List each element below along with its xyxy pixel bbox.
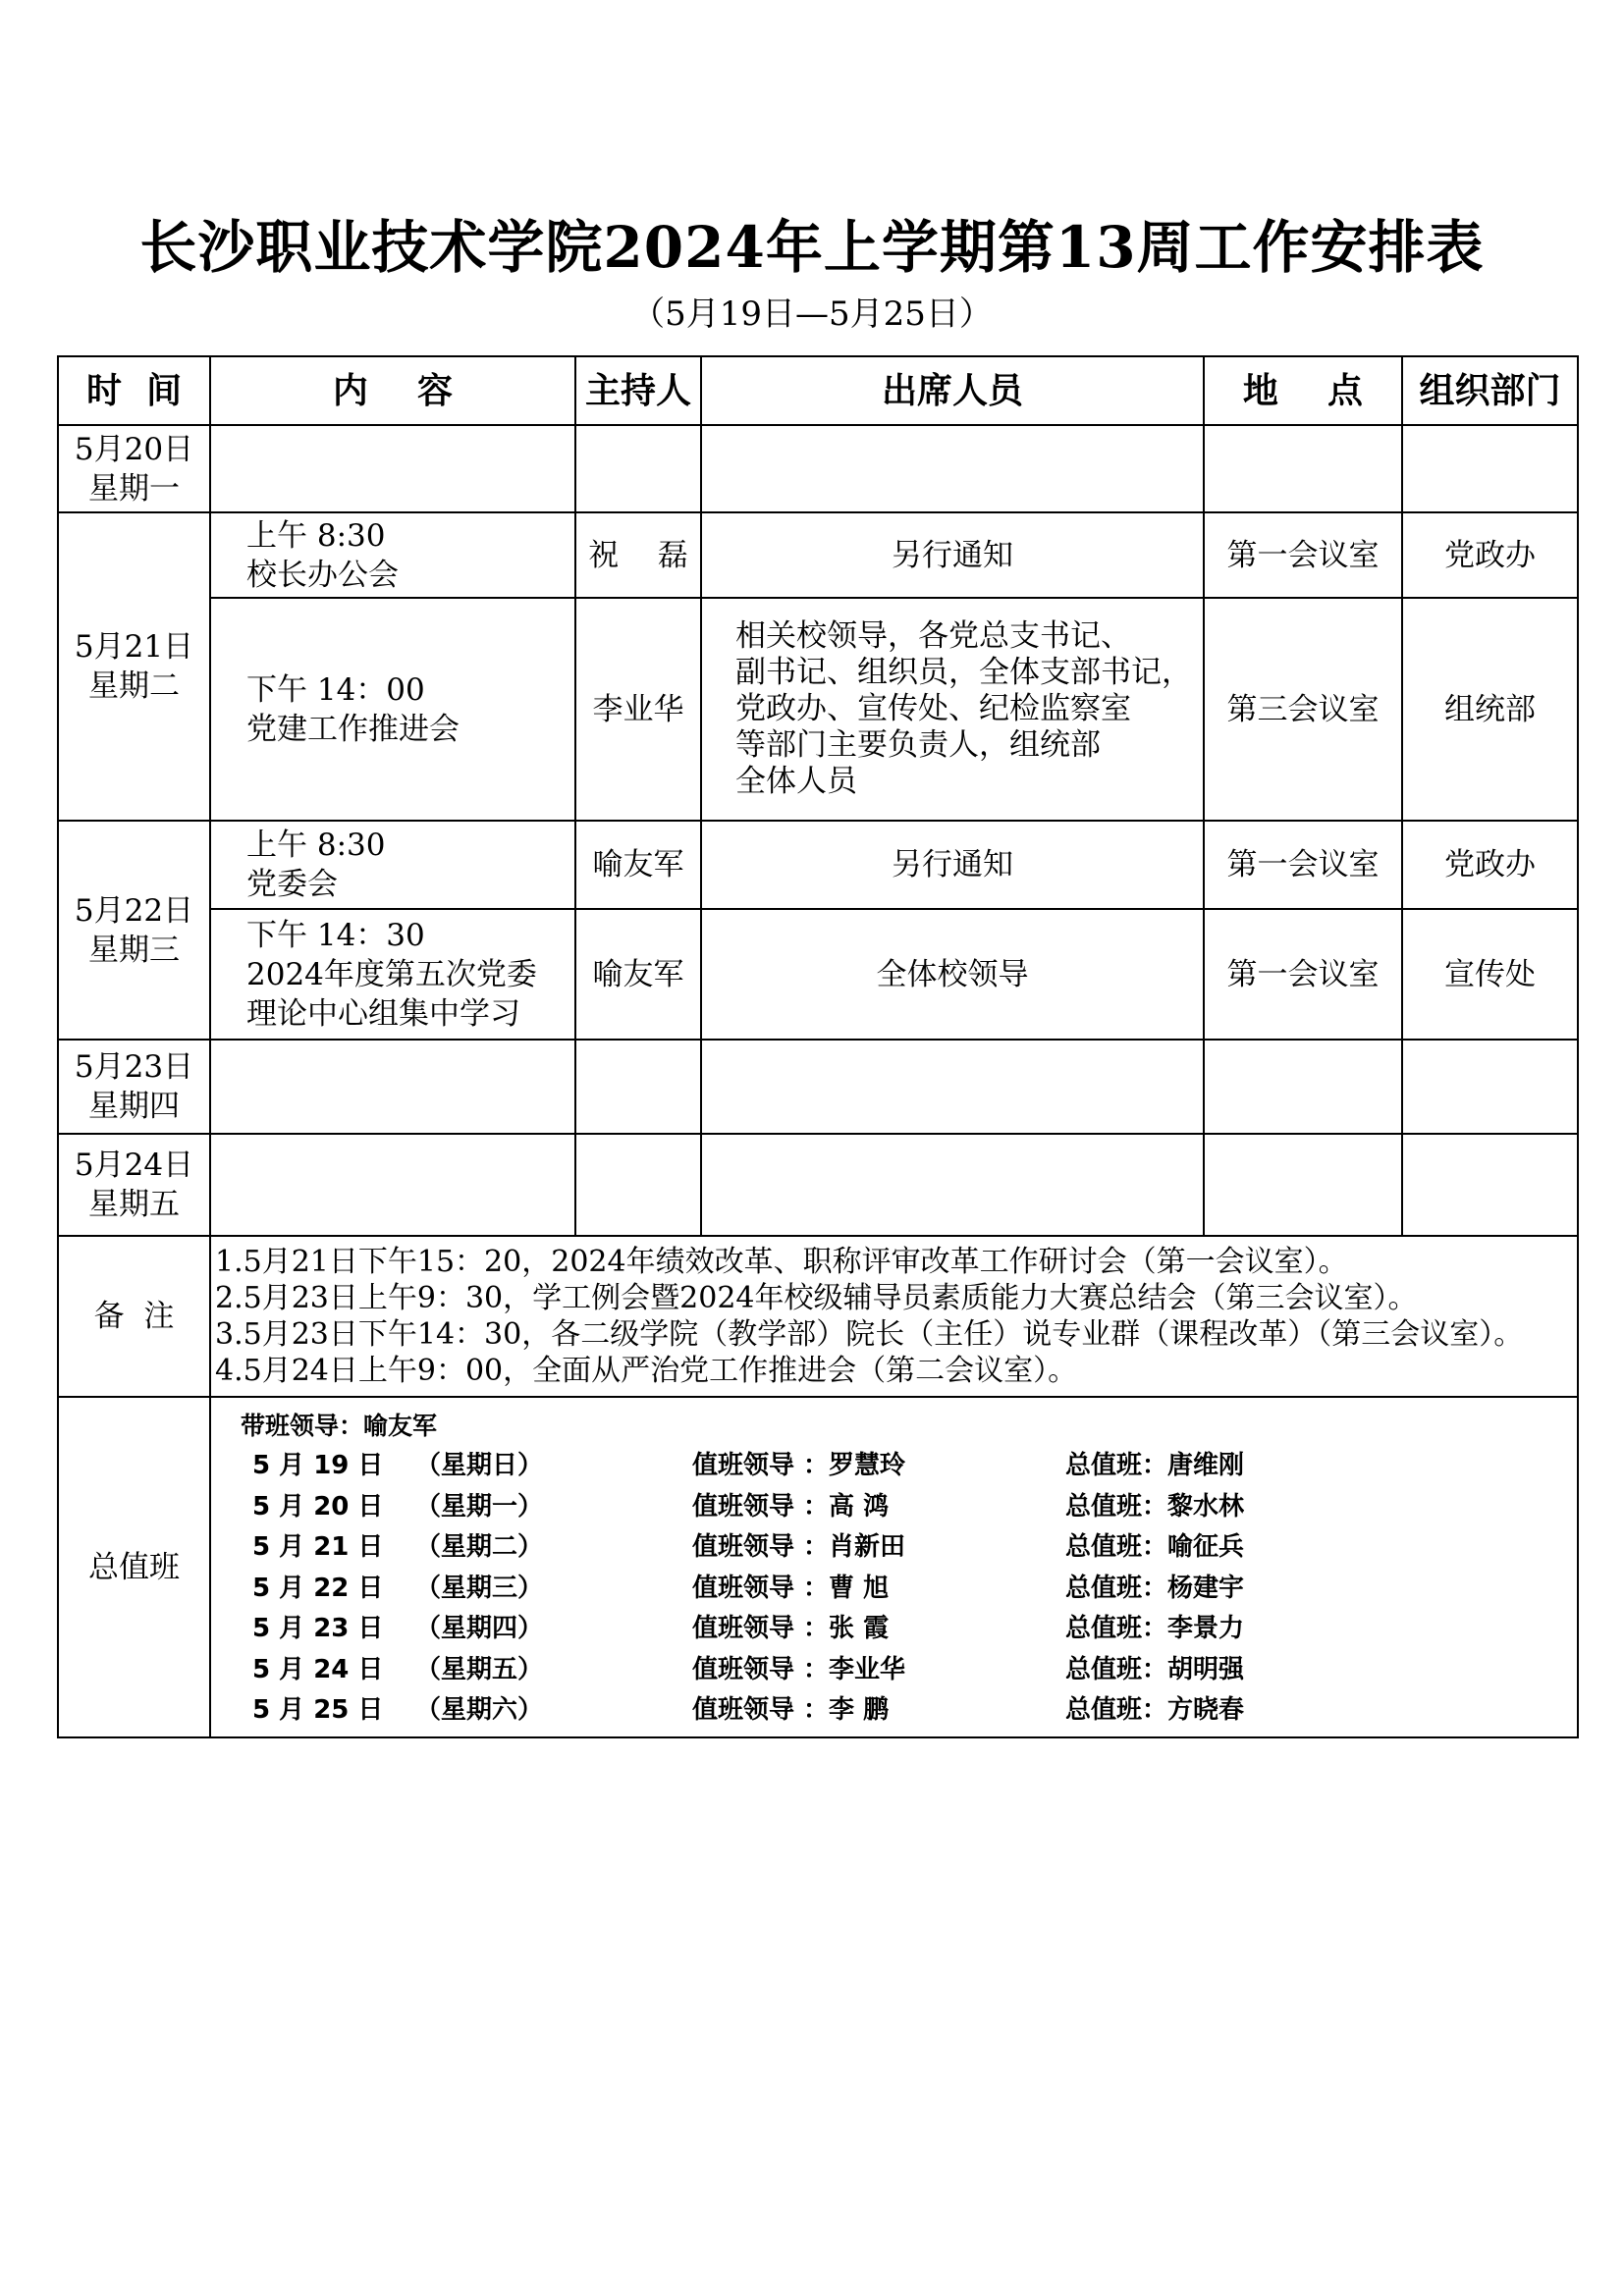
event-host: 喻友军 — [575, 909, 701, 1040]
notes-cell — [210, 1236, 1578, 1397]
duty-total: 总值班：李景力 — [1065, 1614, 1245, 1643]
duty-leader: 值班领导 ：肖新田 — [692, 1532, 906, 1562]
duty-total: 总值班：胡明强 — [1065, 1654, 1245, 1684]
notes-row — [58, 1236, 1578, 1397]
event-attendees: 相关校领导，各党总支书记、 副书记、组织员，全体支部书记， 党政办、宣传处、纪检监察室 等部门主要负责人，组统部 全体人员 — [701, 598, 1204, 821]
table-row — [58, 512, 1578, 598]
duty-date: 5 月 23 日 — [252, 1614, 384, 1643]
event-attendees: 全体校领导 — [701, 909, 1204, 1040]
duty-leader: 值班领导 ：张 霞 — [692, 1614, 890, 1643]
note-line: 3.5月23日下午14：30，各二级学院（教学部）院长（主任）说专业群（课程改革）（第三会议室）。 — [215, 1317, 1524, 1352]
header-location: 地 点 — [1204, 356, 1402, 425]
table-row — [58, 425, 1578, 512]
duty-entry — [241, 1569, 1577, 1610]
event-host: 李业华 — [575, 598, 701, 821]
duty-weekday: （星期二） — [415, 1532, 544, 1562]
event-host: 喻友军 — [575, 821, 701, 909]
day-friday: 5月24日 星期五 — [58, 1134, 210, 1236]
table-row — [58, 1040, 1578, 1134]
event-location: 第一会议室 — [1204, 821, 1402, 909]
table-row — [58, 1134, 1578, 1236]
event-attendees: 另行通知 — [701, 821, 1204, 909]
duty-date: 5 月 25 日 — [252, 1695, 384, 1725]
event-location: 第一会议室 — [1204, 909, 1402, 1040]
duty-leader: 值班领导 ：李 鹏 — [692, 1695, 890, 1725]
duty-total: 总值班：杨建宇 — [1065, 1573, 1245, 1603]
duty-leader: 值班领导 ：罗慧玲 — [692, 1451, 906, 1480]
duty-weekday: （星期一） — [415, 1491, 544, 1522]
duty-entry — [241, 1650, 1577, 1691]
duty-entry — [241, 1527, 1577, 1569]
duty-weekday: （星期三） — [415, 1573, 544, 1603]
duty-weekday: （星期五） — [415, 1654, 544, 1684]
page-title: 长沙职业技术学院2024年上学期第13周工作安排表 — [139, 214, 1485, 281]
day-wednesday: 5月22日 星期三 — [58, 821, 210, 1040]
duty-date: 5 月 22 日 — [252, 1573, 384, 1603]
header-row — [58, 356, 1578, 425]
duty-leader: 值班领导 ：高 鸿 — [692, 1491, 890, 1522]
duty-date: 5 月 19 日 — [252, 1451, 384, 1480]
table-row — [58, 821, 1578, 909]
note-line: 4.5月24日上午9：00，全面从严治党工作推进会（第二会议室）。 — [215, 1354, 1078, 1388]
duty-total: 总值班：方晓春 — [1065, 1695, 1245, 1725]
duty-leader: 值班领导 ：曹 旭 — [692, 1573, 890, 1603]
duty-cell — [210, 1397, 1578, 1737]
day-thursday: 5月23日 星期四 — [58, 1040, 210, 1134]
event-dept: 党政办 — [1402, 821, 1578, 909]
duty-weekday: （星期六） — [415, 1695, 544, 1725]
duty-total: 总值班：唐维刚 — [1065, 1451, 1245, 1480]
duty-leader: 值班领导 ：李业华 — [692, 1654, 906, 1684]
duty-entry — [241, 1446, 1577, 1487]
event-content: 上午 8:30 校长办公会 — [210, 512, 575, 598]
note-line: 1.5月21日下午15：20，2024年绩效改革、职称评审改革工作研讨会（第一会议室）。 — [215, 1245, 1348, 1279]
duty-total: 总值班：黎水林 — [1065, 1491, 1245, 1522]
notes-label: 备 注 — [58, 1236, 210, 1397]
day-tuesday: 5月21日 星期二 — [58, 512, 210, 821]
duty-entry — [241, 1609, 1577, 1650]
event-location: 第三会议室 — [1204, 598, 1402, 821]
header-content: 内 容 — [210, 356, 575, 425]
event-content: 下午 14：00 党建工作推进会 — [210, 598, 575, 821]
event-dept: 宣传处 — [1402, 909, 1578, 1040]
event-host: 祝 磊 — [575, 512, 701, 598]
note-line: 2.5月23日上午9：30，学工例会暨2024年校级辅导员素质能力大赛总结会（第三会议室）。 — [215, 1281, 1418, 1315]
event-dept: 党政办 — [1402, 512, 1578, 598]
event-content: 上午 8:30 党委会 — [210, 821, 575, 909]
duty-date: 5 月 21 日 — [252, 1532, 384, 1562]
duty-entry — [241, 1487, 1577, 1528]
day-monday: 5月20日 星期一 — [58, 425, 210, 512]
event-attendees: 另行通知 — [701, 512, 1204, 598]
header-dept: 组织部门 — [1402, 356, 1578, 425]
duty-row — [58, 1397, 1578, 1737]
date-range-subtitle: （5月19日—5月25日） — [631, 294, 993, 334]
duty-lead-leader: 带班领导：喻友军 — [241, 1412, 438, 1440]
duty-weekday: （星期四） — [415, 1614, 544, 1643]
event-location: 第一会议室 — [1204, 512, 1402, 598]
header-time: 时 间 — [58, 356, 210, 425]
duty-total: 总值班：喻征兵 — [1065, 1532, 1245, 1562]
duty-entry — [241, 1690, 1577, 1732]
event-content: 下午 14：30 2024年度第五次党委 理论中心组集中学习 — [210, 909, 575, 1040]
header-attendees: 出席人员 — [701, 356, 1204, 425]
duty-date: 5 月 20 日 — [252, 1491, 384, 1522]
header-host: 主持人 — [575, 356, 701, 425]
table-row — [58, 909, 1578, 1040]
duty-label: 总值班 — [58, 1397, 210, 1737]
duty-weekday: （星期日） — [415, 1451, 544, 1480]
event-dept: 组统部 — [1402, 598, 1578, 821]
table-row — [58, 598, 1578, 821]
schedule-table — [57, 355, 1579, 1738]
duty-date: 5 月 24 日 — [252, 1654, 384, 1684]
